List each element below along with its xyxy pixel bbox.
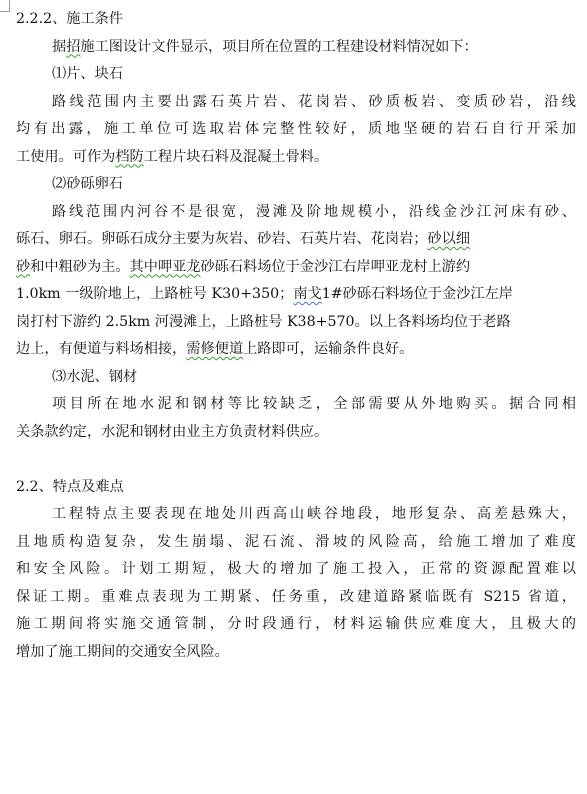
blank-line bbox=[16, 446, 576, 474]
paragraph-line: 且地质构造复杂，发生崩塌、泥石流、滑坡的风险高，给施工增加了难度 bbox=[16, 533, 576, 550]
item-title: ⑶水泥、钢材 bbox=[52, 368, 138, 385]
grammar-marked-text: 档防 bbox=[115, 148, 144, 165]
text-run: 边上，有便道与料场相接， bbox=[16, 341, 187, 357]
paragraph-line bbox=[16, 281, 576, 309]
grammar-marked-text: 砂 bbox=[16, 258, 31, 275]
paragraph-line: 增加了施工期间的交通安全风险。 bbox=[16, 643, 229, 660]
paragraph-line bbox=[16, 336, 576, 364]
section-heading: 2.2.2、施工条件 bbox=[16, 11, 124, 27]
text-run: 砾石、卵石。卵砾石成分主要为灰岩、砂岩、石英片岩、花岗岩； bbox=[16, 231, 428, 247]
document-page bbox=[16, 6, 576, 666]
paragraph-line bbox=[16, 254, 576, 282]
grammar-marked-text: 其中呷亚龙 bbox=[129, 258, 201, 275]
paragraph-line: 和安全风险。计划工期短，极大的增加了施工投入，正常的资源配置难以 bbox=[16, 561, 576, 577]
text-run: 工程片块石料及混凝土骨料。 bbox=[143, 148, 329, 165]
grammar-marked-text: 砂以细 bbox=[427, 231, 471, 247]
paragraph-line: 岗打村下游约 2.5km 河漫滩上，上路桩号 K38+570。以上各料场均位于老路 bbox=[16, 313, 511, 330]
text-run: 和中粗砂为主。 bbox=[30, 258, 130, 275]
grammar-marked-text: 需修便道 bbox=[186, 341, 244, 357]
paragraph-line: 保证工期。重难点表现为工期紧、任务重，改建道路紧临既有 S215 省道， bbox=[16, 588, 576, 605]
page-corner-mark bbox=[0, 0, 10, 12]
paragraph-line: 路线范围内河谷不是很宽，漫滩及阶地规模小，沿线金沙江河床有砂、 bbox=[52, 203, 576, 220]
text-run: 上路即可，运输条件良好。 bbox=[243, 341, 414, 357]
paragraph-line bbox=[16, 226, 576, 254]
text-run: 砂砾石料场位于金沙江右岸呷亚龙村上游约 bbox=[200, 258, 471, 275]
text-run: 1#砂砾石料场位于金沙江左岸 bbox=[321, 286, 513, 302]
text-run: 据 bbox=[52, 38, 67, 55]
grammar-marked-text: 招 bbox=[66, 38, 81, 55]
text-run: 施工图设计文件显示，项目所在位置的工程建设材料情况如下： bbox=[80, 38, 478, 55]
text-run: 工使用。可作为 bbox=[16, 148, 116, 165]
item-title: ⑴片、块石 bbox=[52, 66, 123, 82]
paragraph-line: 工程特点主要表现在地处川西高山峡谷地段，地形复杂、高差悬殊大， bbox=[52, 506, 576, 522]
paragraph-line: 均有出露，施工单位可选取岩体完整性较好，质地坚硬的岩石自行开采加 bbox=[16, 121, 576, 137]
paragraph-line: 关条款约定，水泥和钢材由业主方负责材料供应。 bbox=[16, 423, 329, 440]
text-run: 1.0km 一级阶地上，上路桩号 K30+350； bbox=[16, 286, 294, 302]
paragraph-line bbox=[16, 144, 576, 172]
paragraph-line: 项目所在地水泥和钢材等比较缺乏，全部需要从外地购买。据合同相 bbox=[52, 396, 576, 412]
item-title: ⑵砂砾卵石 bbox=[52, 176, 123, 192]
paragraph-line: 路线范围内主要出露石英片岩、花岗岩、砂质板岩、变质砂岩，沿线 bbox=[52, 93, 576, 110]
spelling-marked-text: 南戈 bbox=[293, 286, 322, 302]
paragraph-line bbox=[16, 34, 576, 62]
section-heading: 2.2、特点及难点 bbox=[16, 478, 124, 495]
paragraph-line: 施工期间将实施交通管制，分时段通行，材料运输供应难度大，且极大的 bbox=[16, 616, 576, 632]
